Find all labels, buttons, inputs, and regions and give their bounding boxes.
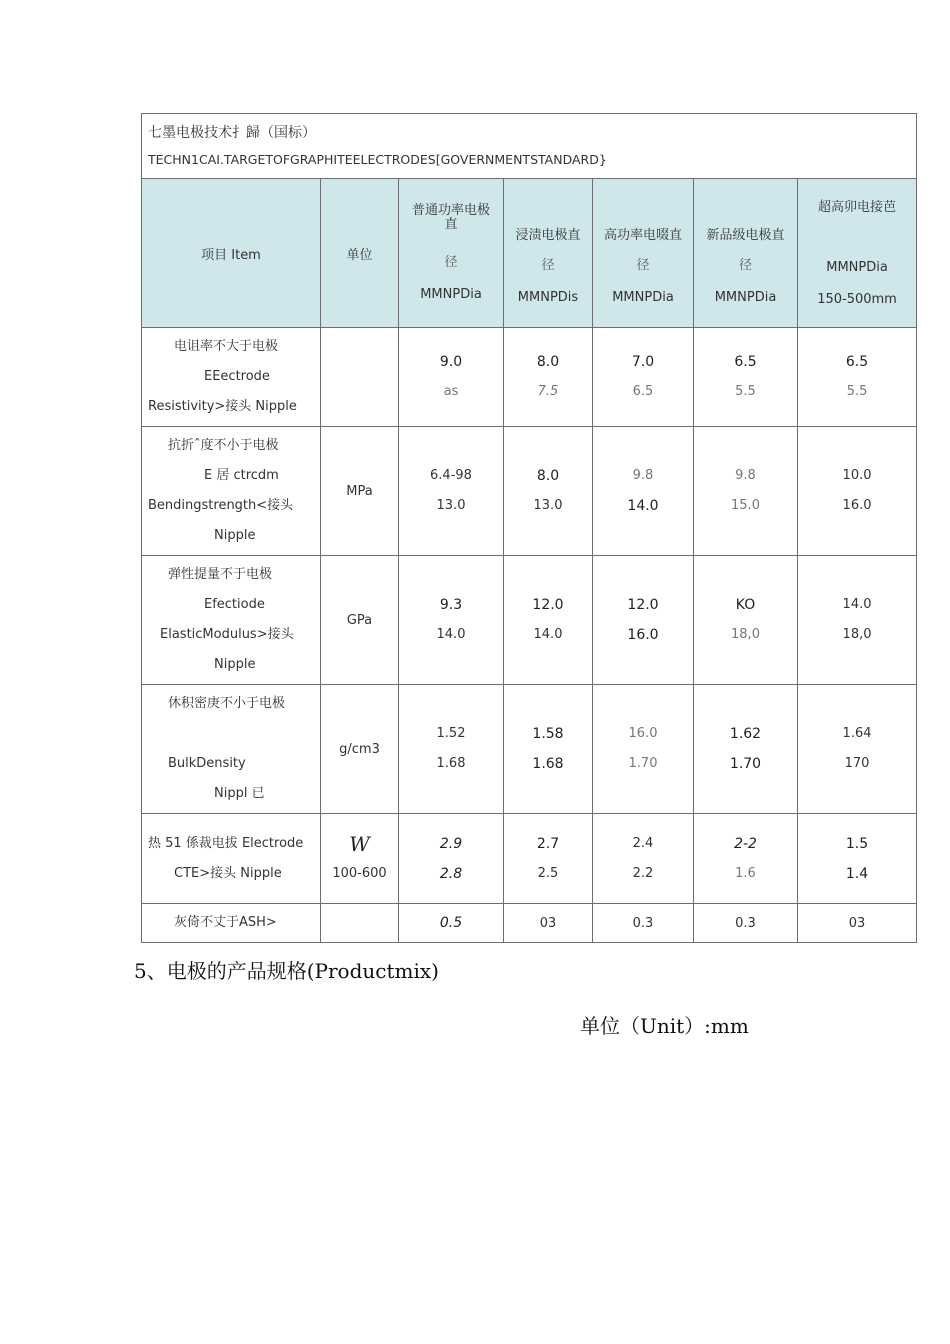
row-value: 12.0 14.0 (504, 556, 593, 685)
row-value: 9.8 15.0 (694, 427, 798, 556)
row-unit: g/cm3 (321, 685, 399, 814)
section-heading: 5、电极的产品规格(Productmix) (134, 959, 439, 983)
row-value: 16.0 1.70 (593, 685, 694, 814)
row-value: 12.0 16.0 (593, 556, 694, 685)
header-col-1: 普通功率电极 直 径 MMNPDia (399, 179, 504, 328)
row-value: 9.0 as (399, 328, 504, 427)
row-value: 1.52 1.68 (399, 685, 504, 814)
row-value: 0.5 (399, 904, 504, 943)
row-unit: W 100-600 (321, 814, 399, 904)
row-item: 抗折ˆ度不小于电极 E 居 ctrcdm Bendingstrength<接头 Nipple (142, 427, 321, 556)
row-value: 8.0 13.0 (504, 427, 593, 556)
row-item: 电诅率不大于电极 EEectrode Resistivity>接头 Nipple (142, 328, 321, 427)
header-col-4: 新品级电极直 径 MMNPDia (694, 179, 798, 328)
header-item: 项目 Item (142, 179, 321, 328)
row-value: 0.3 (593, 904, 694, 943)
row-item: 灰倚不丈于ASH> (142, 904, 321, 943)
row-value: 2-2 1.6 (694, 814, 798, 904)
table-row (142, 904, 917, 943)
row-value: 1.64 170 (798, 685, 917, 814)
header-col-2: 浸渍电极直 径 MMNPDis (504, 179, 593, 328)
row-unit: MPa (321, 427, 399, 556)
row-value: 0.3 (694, 904, 798, 943)
header-col-3: 高功率电啜直 径 MMNPDia (593, 179, 694, 328)
row-value: 7.0 6.5 (593, 328, 694, 427)
table-caption (142, 114, 917, 179)
unit-label: 单位（Unit）:mm (580, 1014, 749, 1038)
header-col-5: 超高卯电接芭 MMNPDia 150-500mm (798, 179, 917, 328)
table-header-row (142, 179, 917, 328)
row-unit: GPa (321, 556, 399, 685)
row-value: 9.3 14.0 (399, 556, 504, 685)
table-row (142, 556, 917, 685)
row-unit (321, 328, 399, 427)
row-value: 6.5 5.5 (798, 328, 917, 427)
table-title-en: TECHN1CAI.TARGETOFGRAPHITEELECTRODES[GOVERNMENTSTANDARD} (148, 152, 607, 167)
row-value: 8.0 7.5 (504, 328, 593, 427)
row-value: 9.8 14.0 (593, 427, 694, 556)
row-value: 6.4-98 13.0 (399, 427, 504, 556)
row-value: 14.0 18,0 (798, 556, 917, 685)
row-value: 2.9 2.8 (399, 814, 504, 904)
row-value: 1.62 1.70 (694, 685, 798, 814)
row-value: 03 (798, 904, 917, 943)
row-value: 1.58 1.68 (504, 685, 593, 814)
table-row (142, 685, 917, 814)
row-value: 2.4 2.2 (593, 814, 694, 904)
row-value: KO 18,0 (694, 556, 798, 685)
row-unit (321, 904, 399, 943)
header-unit: 单位 (321, 179, 399, 328)
row-value: 6.5 5.5 (694, 328, 798, 427)
table-title-cn: 七墨电极技术扌歸（国标） (148, 125, 316, 141)
table-row (142, 814, 917, 904)
table-row (142, 427, 917, 556)
row-value: 03 (504, 904, 593, 943)
row-value: 1.5 1.4 (798, 814, 917, 904)
row-item: 休积密庚不小于电极 BulkDensity Nippl 已 (142, 685, 321, 814)
table-row (142, 328, 917, 427)
row-value: 10.0 16.0 (798, 427, 917, 556)
row-item: 弹性提量不于电极 Efectiode ElasticModulus>接头 Nipple (142, 556, 321, 685)
technical-spec-table (141, 113, 917, 943)
table-caption-row (142, 114, 917, 179)
row-item: 热 51 係裁电拔 Electrode CTE>接头 Nipple (142, 814, 321, 904)
row-value: 2.7 2.5 (504, 814, 593, 904)
